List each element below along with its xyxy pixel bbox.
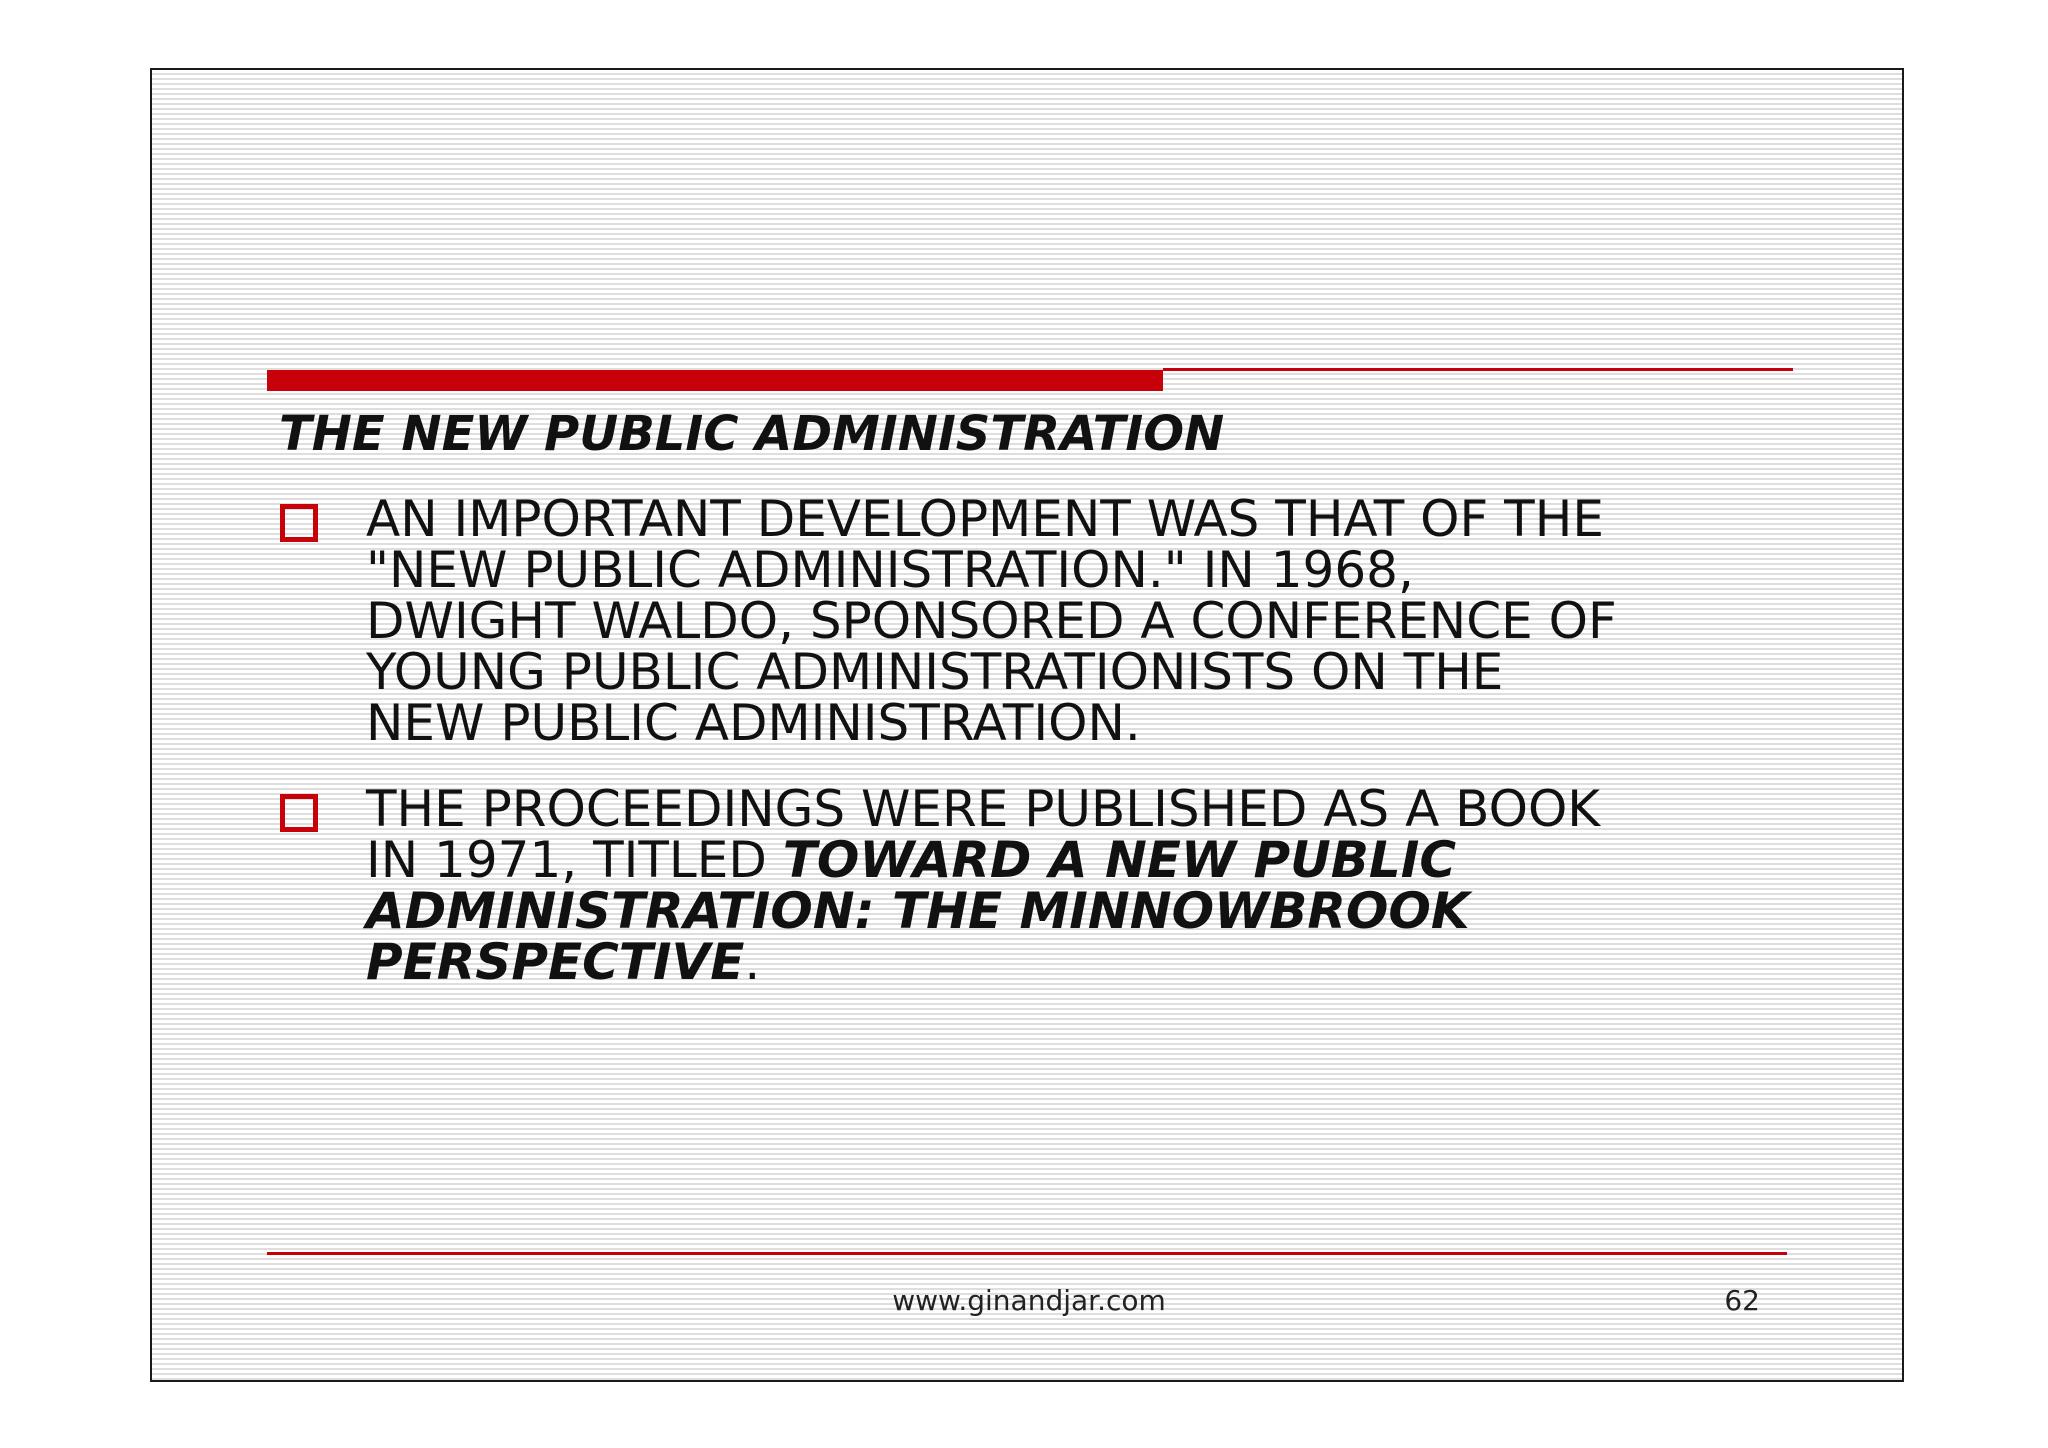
hollow-square-bullet-icon xyxy=(280,794,318,832)
title-accent-bar-thick xyxy=(267,370,1163,391)
hollow-square-bullet-icon xyxy=(280,504,318,542)
bullet-line: "NEW PUBLIC ADMINISTRATION." IN 1968, xyxy=(366,541,1414,599)
bullet-line xyxy=(366,831,1766,889)
bullet-text xyxy=(366,490,1766,752)
bullet-line: DWIGHT WALDO, SPONSORED A CONFERENCE OF xyxy=(366,592,1617,650)
slide-title: THE NEW PUBLIC ADMINISTRATION xyxy=(279,406,1225,462)
bullet-text-regular: IN 1971, TITLED xyxy=(366,831,783,889)
book-title-text: ADMINISTRATION: THE MINNOWBROOK xyxy=(366,882,1470,940)
bullet-text xyxy=(366,780,1766,991)
bullet-line xyxy=(366,933,1766,991)
bullet-line: YOUNG PUBLIC ADMINISTRATIONISTS ON THE xyxy=(366,643,1504,701)
page-number: 62 xyxy=(1724,1284,1760,1317)
bullet-text-regular: . xyxy=(744,933,761,991)
title-accent-bar-thin xyxy=(1163,368,1793,371)
slide xyxy=(150,68,1904,1382)
bullet-line: THE PROCEEDINGS WERE PUBLISHED AS A BOOK xyxy=(366,780,1601,838)
bullet-line: AN IMPORTANT DEVELOPMENT WAS THAT OF THE xyxy=(366,490,1604,548)
footer-website-link[interactable]: www.ginandjar.com xyxy=(892,1284,1166,1317)
book-title-text: PERSPECTIVE xyxy=(366,933,745,991)
bullet-line: NEW PUBLIC ADMINISTRATION. xyxy=(366,694,1141,752)
footer-divider xyxy=(267,1252,1787,1255)
book-title-text: TOWARD A NEW PUBLIC xyxy=(782,831,1457,889)
